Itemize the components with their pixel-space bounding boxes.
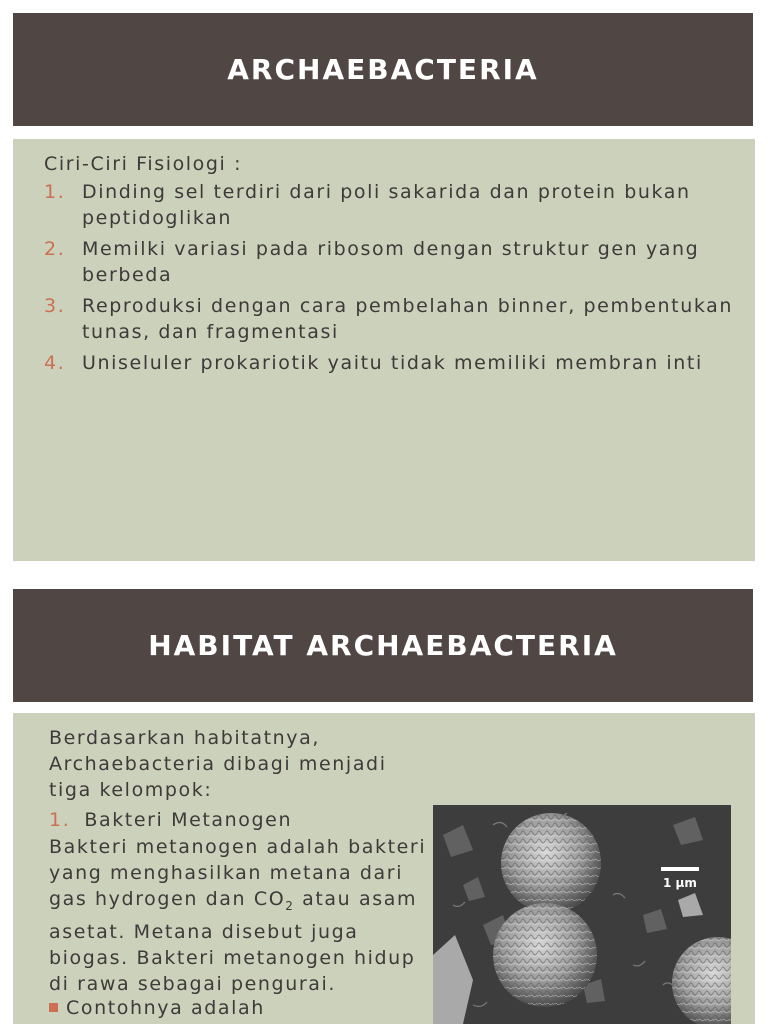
slide2-title: HABITAT ARCHAEBACTERIA xyxy=(148,629,618,662)
list-item-text: Dinding sel terdiri dari poli sakarida dan protein bukan peptidoglikan xyxy=(82,181,691,229)
description-part-b: atau asam asetat. Metana disebut juga biogas. Bakteri metanogen hidup di rawa sebagai pengurai. xyxy=(49,888,418,995)
slide2-header xyxy=(13,589,753,702)
slide1-title: ARCHAEBACTERIA xyxy=(227,53,539,86)
co2-subscript: 2 xyxy=(285,898,295,913)
description-part-a: Bakteri metanogen adalah bakteri yang menghasilkan metana dari gas hydrogen dan CO xyxy=(49,836,427,910)
list-item-text: Reproduksi dengan cara pembelahan binner, pembentukan tunas, dan fragmentasi xyxy=(82,295,733,343)
micrograph-image xyxy=(433,805,731,1024)
list-item-text: Memilki variasi pada ribosom dengan struktur gen yang berbeda xyxy=(82,238,700,286)
square-bullet-icon xyxy=(49,1003,58,1012)
list-item-text: Uniseluler prokariotik yaitu tidak memiliki membran inti xyxy=(82,352,703,374)
sub-number: 1. xyxy=(49,809,71,831)
slide2-content-panel xyxy=(13,713,755,1024)
slide1-intro: Ciri-Ciri Fisiologi : xyxy=(44,153,243,175)
list-number: 4. xyxy=(44,352,66,374)
slide2-intro: Berdasarkan habitatnya, Archaebacteria dibagi menjadi tiga kelompok: xyxy=(49,727,387,801)
scale-bar-label: 1 μm xyxy=(663,876,697,890)
sub-label: Bakteri Metanogen xyxy=(84,809,293,831)
scale-bar xyxy=(661,867,699,871)
example-bullet xyxy=(49,995,265,1021)
slide1-content-panel xyxy=(13,139,755,561)
list-number: 1. xyxy=(44,181,66,203)
physiology-list xyxy=(44,179,734,381)
list-item xyxy=(44,179,734,231)
list-item xyxy=(44,350,734,376)
list-number: 3. xyxy=(44,295,66,317)
subheading-methanogen xyxy=(49,807,292,833)
list-item xyxy=(44,236,734,288)
slide1-header xyxy=(13,13,753,126)
list-number: 2. xyxy=(44,238,66,260)
methanogen-description xyxy=(49,834,429,997)
sem-micrograph xyxy=(433,805,731,1024)
list-item xyxy=(44,293,734,345)
bullet-text: Contohnya adalah xyxy=(66,997,265,1019)
